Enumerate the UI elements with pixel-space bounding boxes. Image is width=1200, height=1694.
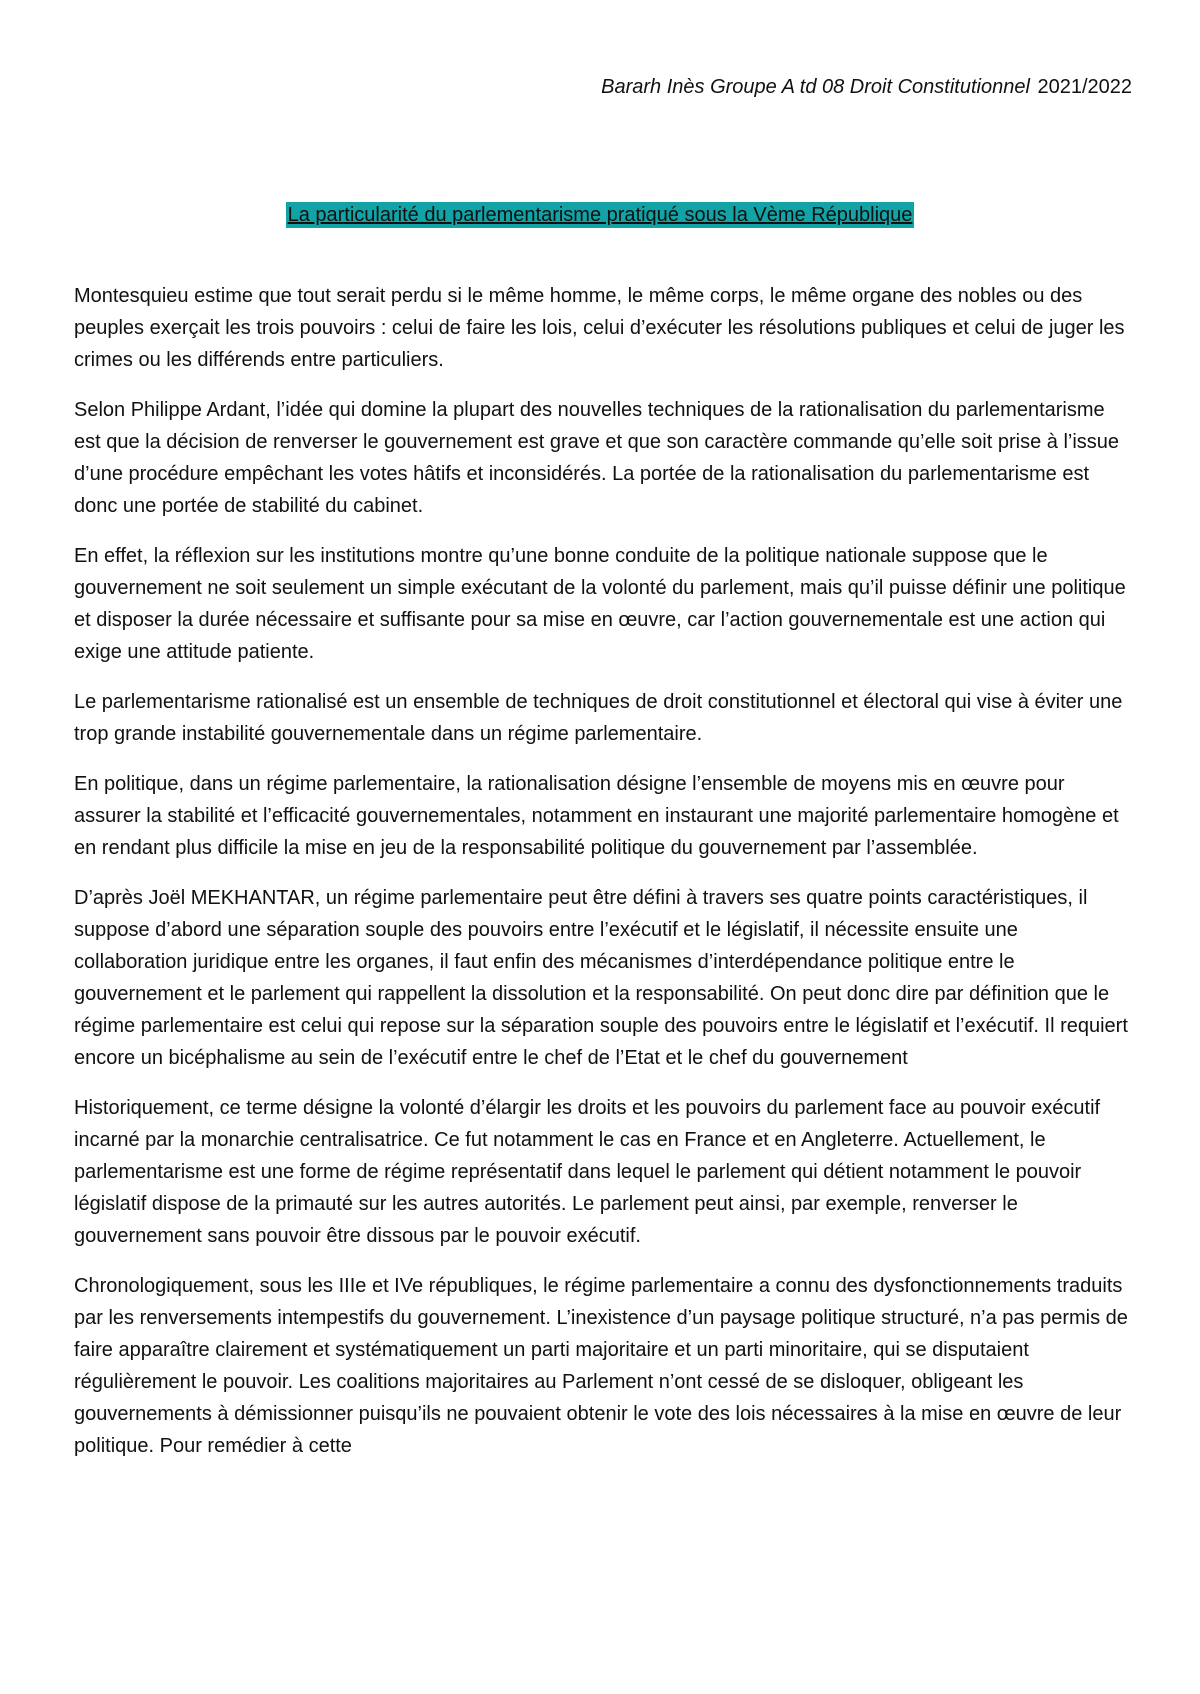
- paragraph-ardant: Selon Philippe Ardant, l’idée qui domine la plupart des nouvelles techniques de la rationalisation du parlementarisme est que la décision de renverser le gouvernement est grave et que son caractère commande qu’elle soit prise à l’issue d’une procédure empêchant les votes hâtifs et inconsidérés. La portée de la rationalisation du parlementarisme est donc une portée de stabilité du cabinet.: [74, 399, 1120, 517]
- document-title: La particularité du parlementarisme pratiqué sous la Vème République: [287, 204, 913, 226]
- author-course-label: Bararh Inès Groupe A td 08 Droit Constitutionnel: [601, 76, 1030, 98]
- paragraph-mekhantar: D’après Joël MEKHANTAR, un régime parlementaire peut être défini à travers ses quatre points caractéristiques, il suppose d’abord une séparation souple des pouvoirs entre l’exécutif et le législatif, il nécessite ensuite une collaboration juridique entre les organes, il faut enfin des mécanismes d’interdépendance politique entre le gouvernement et le parlement qui rappellent la dissolution et la responsabilité. On peut donc dire par définition que le régime parlementaire est celui qui repose sur la séparation souple des pouvoirs entre le législatif et l’exécutif. Il requiert encore un bicéphalisme au sein de l’exécutif entre le chef de l’Etat et le chef du gouvernement: [74, 887, 1128, 1069]
- paragraph-montesquieu: Montesquieu estime que tout serait perdu si le même homme, le même corps, le même organe des nobles ou des peuples exerçait les trois pouvoirs : celui de faire les lois, celui d’exécuter les résolutions publiques et celui de juger les crimes ou les différends entre particuliers.: [74, 285, 1125, 371]
- paragraph-definition: Le parlementarisme rationalisé est un ensemble de techniques de droit constitutionnel et électoral qui vise à éviter une trop grande instabilité gouvernementale dans un régime parlementaire.: [74, 691, 1123, 745]
- title-container: [0, 202, 1200, 228]
- document-body: [74, 280, 1130, 1480]
- paragraph-politique: En politique, dans un régime parlementaire, la rationalisation désigne l’ensemble de moyens mis en œuvre pour assurer la stabilité et l’efficacité gouvernementales, notamment en instaurant une majorité parlementaire homogène et en rendant plus difficile la mise en jeu de la responsabilité politique du gouvernement par l’assemblée.: [74, 773, 1119, 859]
- academic-year-label: 2021/2022: [1037, 76, 1132, 98]
- paragraph-historique: Historiquement, ce terme désigne la volonté d’élargir les droits et les pouvoirs du parlement face au pouvoir exécutif incarné par la monarchie centralisatrice. Ce fut notamment le cas en France et en Angleterre. Actuellement, le parlementarisme est une forme de régime représentatif dans lequel le parlement qui détient notamment le pouvoir législatif dispose de la primauté sur les autres autorités. Le parlement peut ainsi, par exemple, renverser le gouvernement sans pouvoir être dissous par le pouvoir exécutif.: [74, 1097, 1101, 1247]
- paragraph-chronologique: Chronologiquement, sous les IIIe et IVe républiques, le régime parlementaire a connu des dysfonctionnements traduits par les renversements intempestifs du gouvernement. L’inexistence d’un paysage politique structuré, n’a pas permis de faire apparaître clairement et systématiquement un parti majoritaire et un parti minoritaire, qui se disputaient régulièrement le pouvoir. Les coalitions majoritaires au Parlement n’ont cessé de se disloquer, obligeant les gouvernements à démissionner puisqu’ils ne pouvaient obtenir le vote des lois nécessaires à la mise en œuvre de leur politique. Pour remédier à cette: [74, 1275, 1128, 1457]
- paragraph-reflexion: En effet, la réflexion sur les institutions montre qu’une bonne conduite de la politique nationale suppose que le gouvernement ne soit seulement un simple exécutant de la volonté du parlement, mais qu’il puisse définir une politique et disposer la durée nécessaire et suffisante pour sa mise en œuvre, car l’action gouvernementale est une action qui exige une attitude patiente.: [74, 545, 1126, 663]
- document-header: [601, 74, 1132, 100]
